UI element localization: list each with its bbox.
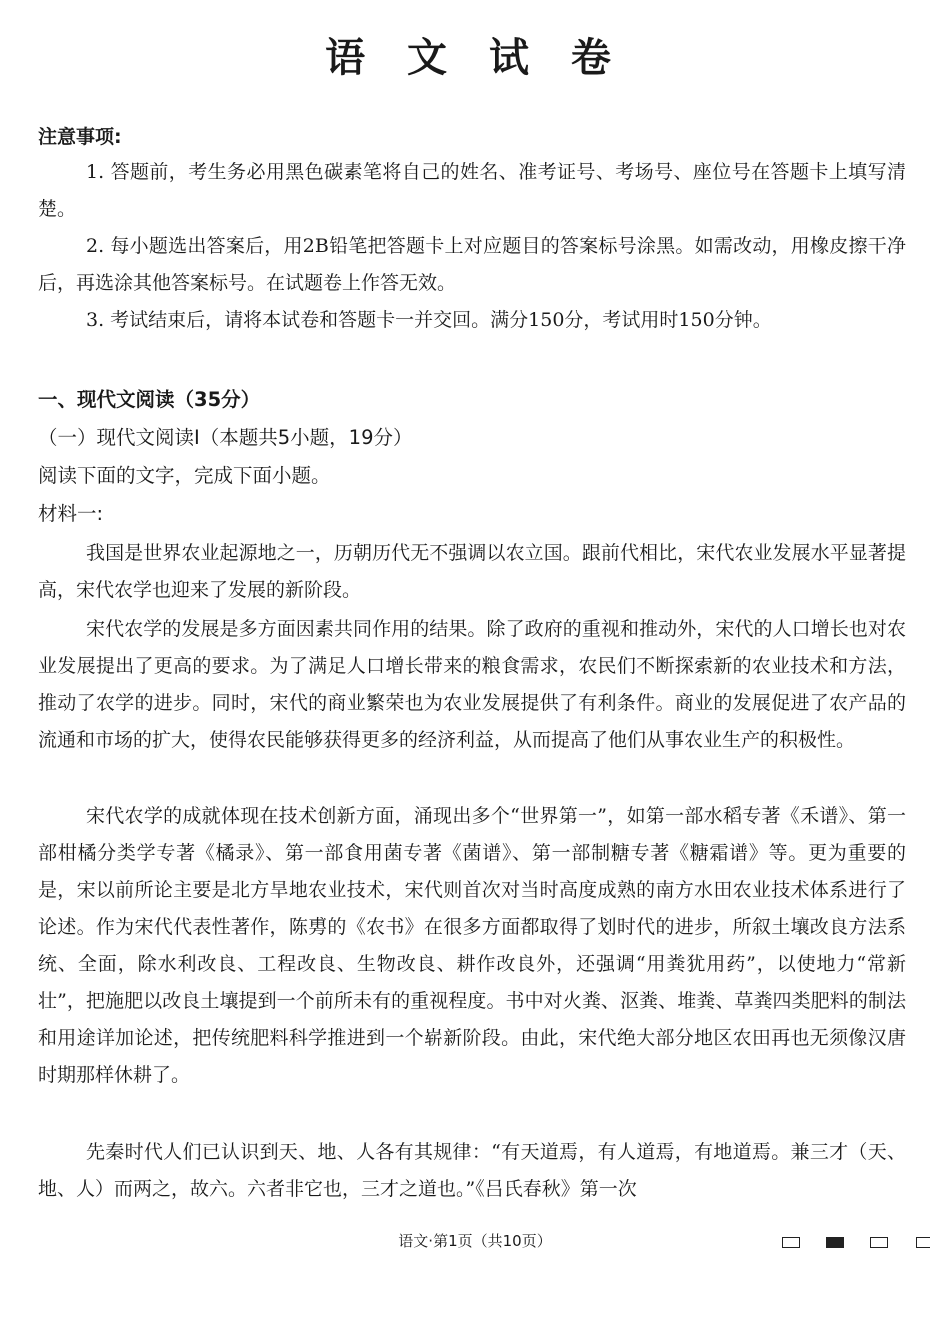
body-paragraph: 先秦时代人们已认识到天、地、人各有其规律：“有天道焉，有人道焉，有地道焉。兼三才（天、地、人）而两之，故六。六者非它也，三才之道也。”《吕氏春秋》第一次 (38, 1141, 906, 1200)
body-paragraph: 宋代农学的发展是多方面因素共同作用的结果。除了政府的重视和推动外，宋代的人口增长也对农业发展提出了更高的要求。为了满足人口增长带来的粮食需求，农民们不断探索新的农业技术和方法，推动了农学的进步。同时，宋代的商业繁荣也为农业发展提供了有利条件。商业的发展促进了农产品的流通和市场的扩大，使得农民能够获得更多的经济利益，从而提高了他们从事农业生产的积极性。 (38, 618, 906, 751)
subsection-heading: （一）现代文阅读Ⅰ（本题共5小题，19分） (38, 426, 413, 449)
notice-item: 2. 每小题选出答案后，用2B铅笔把答题卡上对应题目的答案标号涂黑。如需改动，用橡皮擦干净后，再选涂其他答案标号。在试题卷上作答无效。 (38, 235, 906, 294)
material-label: 材料一: (38, 502, 104, 525)
empty-square-mark (870, 1237, 888, 1248)
registration-marks (782, 1234, 942, 1250)
notice-item: 1. 答题前，考生务必用黑色碳素笔将自己的姓名、准考证号、考场号、座位号在答题卡上填写清楚。 (38, 161, 906, 220)
partial-square-mark (916, 1237, 930, 1248)
notice-item: 3. 考试结束后，请将本试卷和答题卡一并交回。满分150分，考试用时150分钟。 (86, 309, 772, 331)
body-paragraph: 我国是世界农业起源地之一，历朝历代无不强调以农立国。跟前代相比，宋代农业发展水平显著提高，宋代农学也迎来了发展的新阶段。 (38, 542, 906, 601)
body-paragraph: 宋代农学的成就体现在技术创新方面，涌现出多个“世界第一”，如第一部水稻专著《禾谱》、第一部柑橘分类学专著《橘录》、第一部食用菌专著《菌谱》、第一部制糖专著《糖霜谱》等。更为重要的是，宋以前所论主要是北方旱地农业技术，宋代则首次对当时高度成熟的南方水田农业技术体系进行了论述。作为宋代代表性著作，陈旉的《农书》在很多方面都取得了划时代的进步，所叙土壤改良方法系统、全面，除水利改良、工程改良、生物改良、耕作改良外，还强调“用粪犹用药”，以使地力“常新壮”，把施肥以改良土壤提到一个前所未有的重视程度。书中对火粪、沤粪、堆粪、草粪四类肥料的制法和用途详加论述，把传统肥料科学推进到一个崭新阶段。由此，宋代绝大部分地区农田再也无须像汉唐时期那样休耕了。 (38, 805, 906, 1086)
page-title: 语 文 试 卷 (325, 35, 625, 81)
page-footer: 语文·第1页（共10页） (398, 1232, 552, 1250)
notice-heading: 注意事项: (38, 126, 122, 148)
instruction-text: 阅读下面的文字，完成下面小题。 (38, 464, 331, 487)
filled-square-mark (826, 1237, 844, 1248)
empty-square-mark (782, 1237, 800, 1248)
section-heading: 一、现代文阅读（35分） (38, 388, 261, 411)
